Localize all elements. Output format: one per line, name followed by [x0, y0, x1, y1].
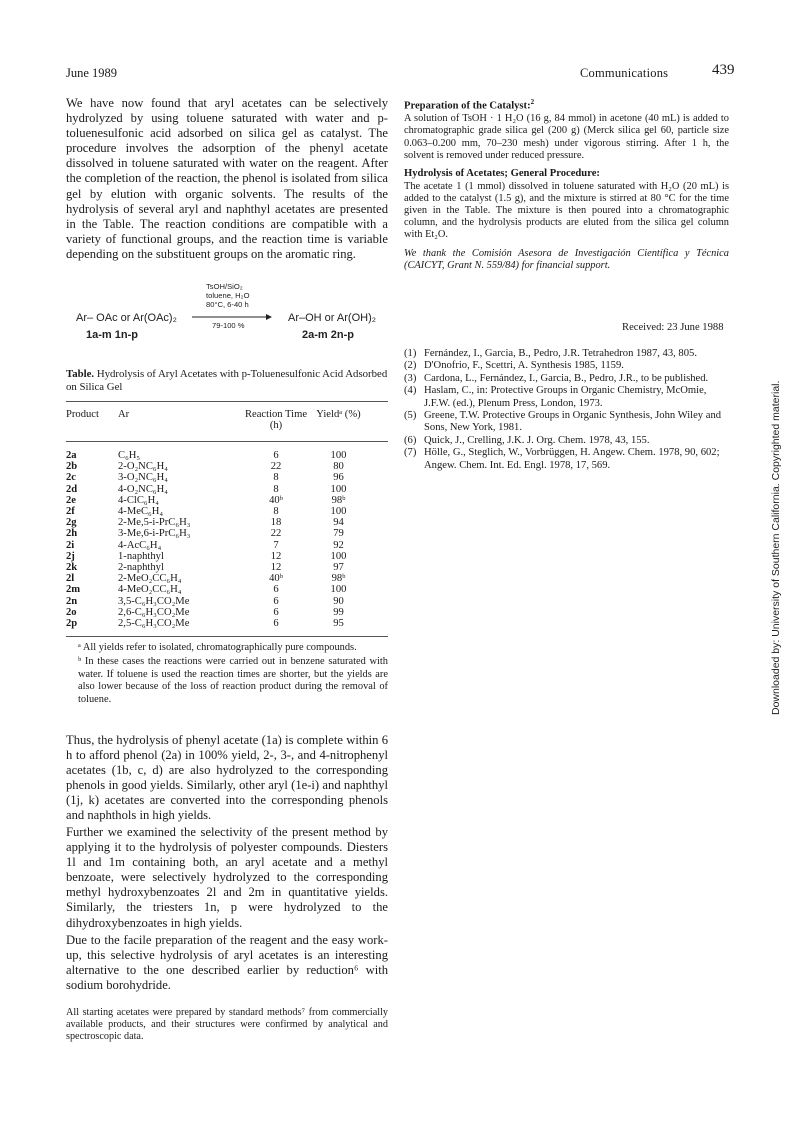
reference-number: (1)	[404, 348, 417, 359]
cell-time: 6	[273, 606, 279, 618]
references-list	[404, 348, 729, 472]
reference-item	[404, 360, 729, 372]
cell-yield: 90	[333, 595, 344, 607]
table-footnote-b: ᵇ In these cases the reactions were carried out in benzene saturated with water. If toluene is used the reaction times are shorter, but the yields are also lower because of the loss of reaction product during the removal of toluene.	[78, 656, 388, 705]
body-note: All starting acetates were prepared by standard methods⁷ from commercially available products, and their structures were confirmed by analytical and spectroscopic data.	[66, 1007, 388, 1042]
table-caption-label: Table.	[66, 368, 95, 380]
table-caption	[66, 368, 388, 393]
cell-yield: 96	[333, 472, 344, 484]
table-footnote-a: ᵃ All yields refer to isolated, chromatographically pure compounds.	[78, 642, 357, 653]
reference-number: (4)	[404, 385, 417, 397]
reference-item	[404, 447, 729, 472]
cell-yield: 98ᵇ	[331, 494, 346, 506]
table-row	[66, 506, 366, 517]
table-row	[66, 607, 366, 618]
page-number: 439	[712, 62, 735, 78]
cell-product: 2e	[66, 494, 76, 506]
cell-yield: 94	[333, 517, 344, 529]
reference-text: Quick, J., Crelling, J.K. J. Org. Chem. 1978, 43, 155.	[424, 434, 650, 446]
cell-ar: 4-AcC₆H₄	[118, 539, 162, 551]
table-row	[66, 584, 366, 595]
table-row	[66, 528, 366, 539]
cell-ar: 4-O₂NC₆H₄	[118, 483, 168, 495]
reference-text: D'Onofrio, F., Scettri, A. Synthesis 1985, 1159.	[424, 360, 624, 372]
table-row	[66, 540, 366, 551]
cell-yield: 92	[333, 539, 344, 551]
cell-ar: 1-naphthyl	[118, 550, 164, 562]
scheme-condition-catalyst: TsOH/SiO₂	[206, 282, 243, 291]
cell-ar: 4-MeO₂CC₆H₄	[118, 584, 182, 596]
header-product: Product	[66, 409, 99, 420]
cell-time: 40ᵇ	[269, 573, 283, 585]
cell-product: 2o	[66, 606, 77, 618]
scheme-product-labels: 2a-m 2n-p	[302, 329, 354, 341]
cell-time: 6	[273, 618, 279, 630]
cell-time: 7	[273, 539, 279, 551]
cell-product: 2l	[66, 573, 75, 585]
cell-ar: 2,5-C₆H₃CO₂Me	[118, 618, 190, 630]
cell-product: 2j	[66, 550, 75, 562]
reference-text: Haslam, C., in: Protective Groups in Organic Chemistry, McOmie, J.F.W. (ed.), Plenum Press, London, 1973.	[424, 385, 707, 409]
reference-number: (2)	[404, 360, 417, 372]
catalyst-text: A solution of TsOH · 1 H₂O (16 g, 84 mmol) in acetone (40 mL) is added to chromatographic grade silica gel (200 g) (Merck silica gel 60, particle size 0.063–0.200 mm, 70–230 mesh) under vigorous stirring. After 1 h, the solvent is removed under reduced pressure.	[404, 113, 729, 161]
cell-ar: 3,5-C₆H₃CO₂Me	[118, 595, 190, 607]
table-header-rule	[66, 441, 388, 442]
scheme-condition-yield: 79-100 %	[212, 321, 245, 330]
reference-number: (7)	[404, 447, 417, 459]
experimental-section	[404, 96, 729, 272]
header-date: June 1989	[66, 66, 118, 80]
cell-product: 2k	[66, 562, 78, 574]
reference-number: (6)	[404, 434, 417, 446]
cell-time: 6	[273, 584, 279, 596]
cell-time: 6	[273, 595, 279, 607]
cell-yield: 100	[330, 506, 347, 518]
table-row	[66, 472, 366, 483]
reference-item	[404, 410, 729, 435]
cell-ar: C₆H₅	[118, 450, 141, 461]
cell-ar: 3-Me,6-i-PrC₆H₃	[118, 528, 191, 540]
reference-item	[404, 348, 729, 360]
reference-item	[404, 373, 729, 385]
cell-product: 2a	[66, 450, 77, 461]
table-row	[66, 461, 366, 472]
intro-paragraph: We have now found that aryl acetates can be selectively hydrolyzed by using toluene saturated with water and p-toluenesulfonic acid adsorbed on silica gel as catalyst. The procedure involves the adsorption of the phenyl acetate dissolved in toluene saturated with water on the reagent. After the completion of the reaction, the phenol is isolated from silica gel by elution with organic solvents. The results of the hydrolysis of several aryl and naphthyl acetates are presented in the Table. The reaction conditions are compatible with a variety of functional groups, and the reaction time is variable depending on the substituent groups on the aromatic ring.	[66, 96, 388, 261]
cell-product: 2h	[66, 528, 78, 540]
cell-yield: 100	[330, 584, 347, 596]
cell-yield: 99	[333, 606, 344, 618]
cell-time: 12	[270, 550, 282, 562]
cell-product: 2c	[66, 472, 76, 484]
table-row	[66, 484, 366, 495]
body-paragraph-3: Due to the facile preparation of the reagent and the easy work-up, this selective hydrolysis of aryl acetates is an interesting alternative to the one described earlier by reduction⁶ with sodium borohydride.	[66, 933, 388, 993]
cell-ar: 4-MeC₆H₄	[118, 506, 164, 518]
scheme-condition-solvent: toluene, H₂O	[206, 291, 250, 301]
table-row	[66, 517, 366, 528]
cell-time: 12	[270, 562, 282, 574]
cell-product: 2b	[66, 461, 78, 473]
cell-product: 2m	[66, 584, 81, 596]
data-table	[66, 450, 366, 629]
body-paragraph-2: Further we examined the selectivity of the present method by applying it to the hydrolysis of polyester compounds. Diesters 1l and 1m containing both, an aryl acetate and a methyl benzoate, were selectively hydrolyzed to the corresponding methyl hydroxybenzoates 2l and 2m in quantitative yields. Similarly, the triesters 1n, p were hydrolyzed to the dihydroxybenzoates in high yields.	[66, 825, 388, 930]
cell-yield: 98ᵇ	[331, 573, 346, 585]
cell-yield: 100	[330, 550, 347, 562]
scheme-arrow	[192, 313, 272, 321]
table-header	[66, 409, 366, 431]
table-row	[66, 596, 366, 607]
cell-product: 2n	[66, 595, 78, 607]
table-caption-text: Hydrolysis of Aryl Acetates with p-Toluenesulfonic Acid Adsorbed on Silica Gel	[66, 368, 388, 393]
reference-text: Greene, T.W. Protective Groups in Organic Synthesis, John Wiley and Sons, New York, 1981.	[424, 410, 722, 434]
procedure-heading: Hydrolysis of Acetates; General Procedure:	[404, 167, 600, 179]
cell-yield: 100	[330, 450, 347, 461]
body-paragraph-1: Thus, the hydrolysis of phenyl acetate (1a) is complete within 6 h to afford phenol (2a) in 100% yield, 2-, 3-, and 4-nitrophenyl acetates (1b, c, d) are also hydrolyzed to the corresponding phenols in good yields. Similarly, other aryl (1e-i) and naphthyl (1j, k) acetates are converted into the corresponding phenols and naphthols in high yields.	[66, 733, 388, 823]
cell-ar: 3-O₂NC₆H₄	[118, 472, 168, 484]
header-section: Communications	[580, 66, 669, 80]
reference-number: (3)	[404, 372, 417, 384]
table-row	[66, 551, 366, 562]
table-row	[66, 573, 366, 584]
cell-time: 6	[273, 450, 279, 461]
cell-yield: 80	[333, 461, 344, 473]
reference-text: Fernández, I., Garcia, B., Pedro, J.R. Tetrahedron 1987, 43, 805.	[424, 348, 697, 359]
scheme-product: Ar–OH or Ar(OH)₂	[288, 312, 376, 324]
cell-yield: 95	[333, 618, 344, 630]
cell-time: 22	[270, 528, 282, 540]
cell-time: 8	[273, 472, 279, 484]
cell-ar: 2-Me,5-i-PrC₆H₃	[118, 517, 191, 529]
table-bottom-rule	[66, 636, 388, 637]
header-yield: Yieldᵃ (%)	[316, 409, 361, 420]
scheme-reactant-labels: 1a-m 1n-p	[86, 329, 138, 341]
scheme-condition-temp: 80°C, 6-40 h	[206, 300, 249, 310]
cell-product: 2d	[66, 483, 78, 495]
scheme-conditions	[206, 282, 249, 310]
acknowledgment: We thank the Comisión Asesora de Investigación Científica y Técnica (CAICYT, Grant N. 559/84) for financial support.	[404, 247, 729, 271]
cell-time: 8	[273, 483, 279, 495]
table-row	[66, 562, 366, 573]
cell-ar: 2-naphthyl	[118, 562, 164, 574]
cell-product: 2f	[66, 506, 75, 518]
cell-time: 18	[270, 517, 282, 529]
reference-item	[404, 385, 729, 410]
cell-time: 22	[270, 461, 282, 473]
cell-ar: 4-ClC₆H₄	[118, 494, 159, 506]
cell-ar: 2-MeO₂CC₆H₄	[118, 573, 182, 585]
table-top-rule	[66, 401, 388, 402]
cell-product: 2i	[66, 539, 75, 551]
scheme-reactant: Ar– OAc or Ar(OAc)₂	[76, 312, 177, 324]
cell-product: 2p	[66, 618, 78, 630]
reference-text: Cardona, L., Fernández, I., Garcia, B., Pedro, J.R., to be published.	[424, 372, 709, 384]
header-ar: Ar	[118, 409, 130, 420]
received-date: Received: 23 June 1988	[622, 322, 724, 333]
procedure-text: The acetate 1 (1 mmol) dissolved in toluene saturated with H₂O (20 mL) is added to the catalyst (1.5 g), and the mixture is stirred at 80 °C for the time given in the Table. The mixture is then poured into a chromatographic column, and the hydrolysis products are eluted from the silica gel column with Et₂O.	[404, 180, 729, 241]
cell-yield: 79	[333, 528, 344, 540]
cell-ar: 2-O₂NC₆H₄	[118, 461, 168, 473]
header-time: Reaction Time (h)	[244, 409, 308, 432]
table-row	[66, 450, 366, 461]
reaction-scheme	[66, 282, 396, 342]
cell-product: 2g	[66, 517, 77, 529]
cell-ar: 2,6-C₆H₃CO₂Me	[118, 606, 190, 618]
table-row	[66, 618, 366, 629]
reference-text: Hölle, G., Steglich, W., Vorbrüggen, H. Angew. Chem. 1978, 90, 602; Angew. Chem. Int. Ed. Engl. 1978, 17, 569.	[424, 447, 720, 471]
cell-time: 8	[273, 506, 279, 518]
cell-yield: 100	[330, 483, 347, 495]
table-row	[66, 495, 366, 506]
cell-yield: 97	[333, 562, 344, 574]
cell-time: 40ᵇ	[269, 494, 283, 506]
reference-number: (5)	[404, 410, 417, 422]
reference-item	[404, 435, 729, 447]
catalyst-heading: Preparation of the Catalyst:$^2$	[404, 98, 535, 112]
